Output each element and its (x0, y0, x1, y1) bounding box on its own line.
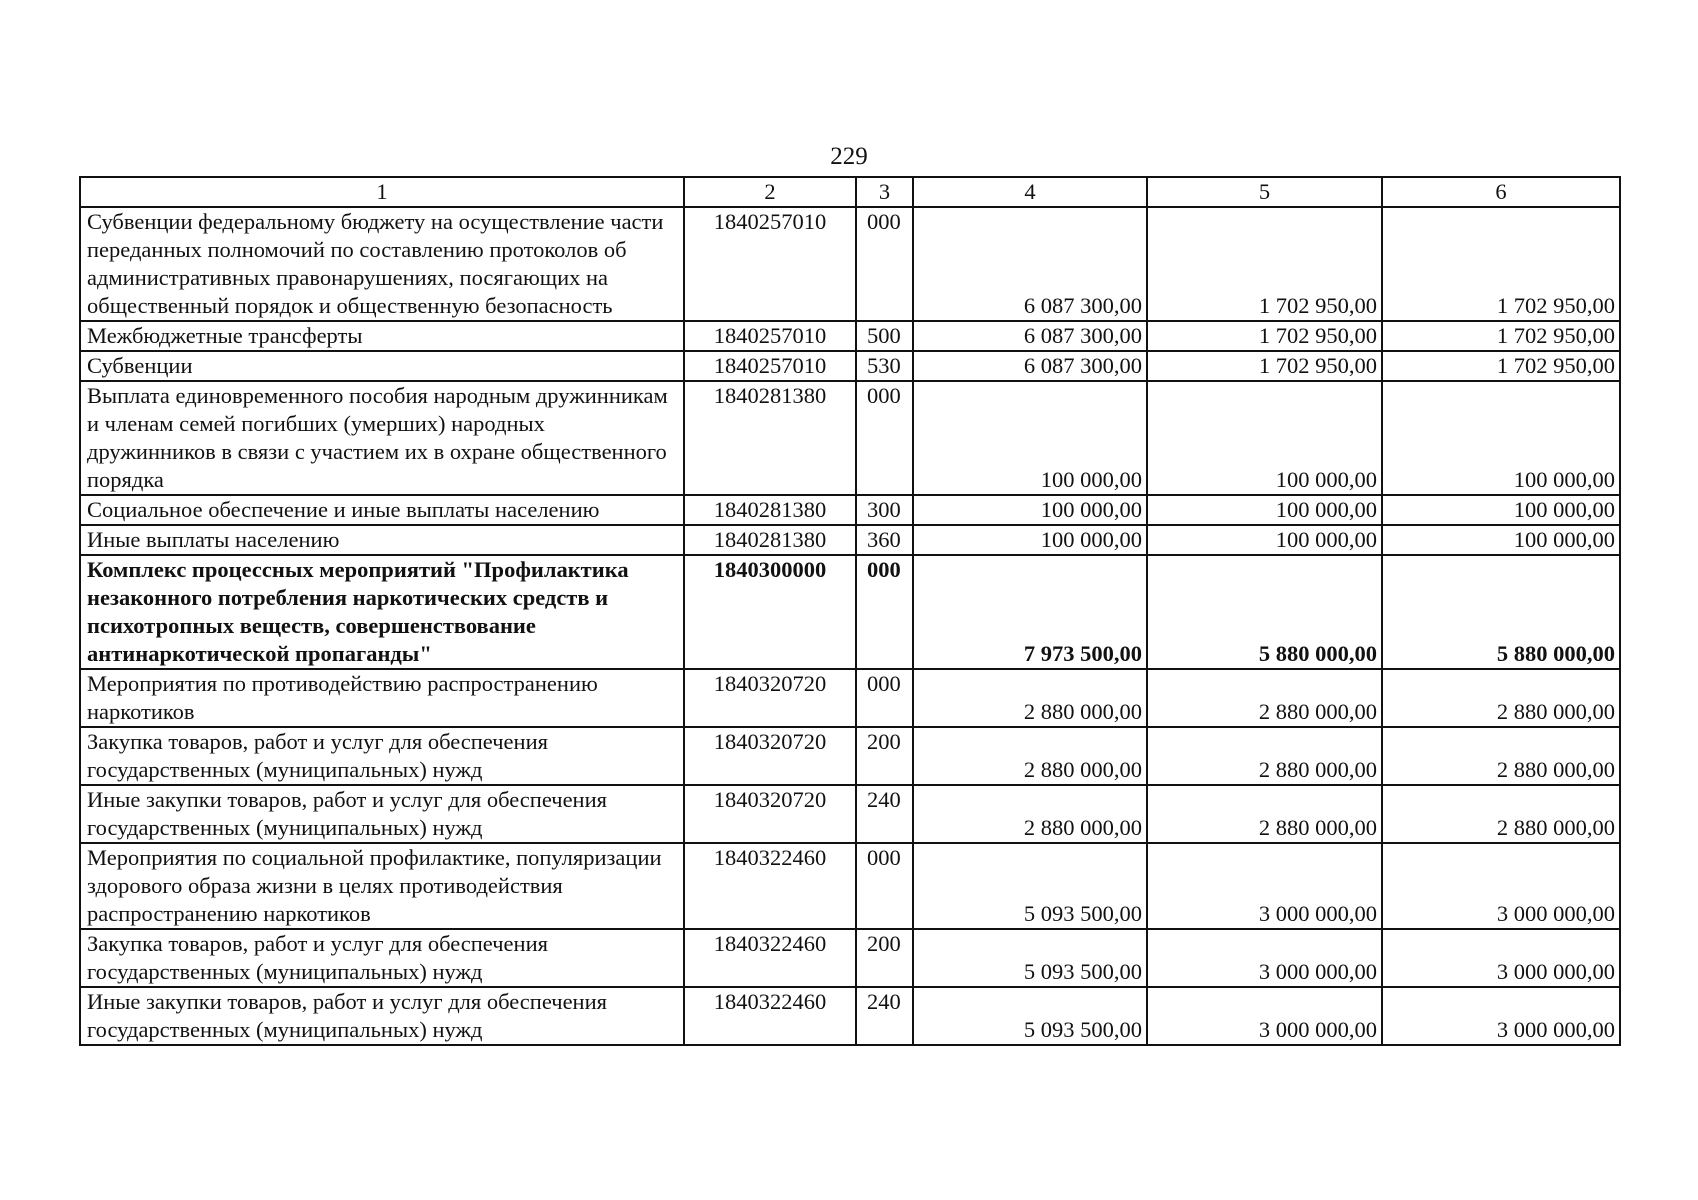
item-name-cell: Социальное обеспечение и иные выплаты населению (80, 495, 684, 525)
table-row (80, 525, 1620, 555)
item-name-cell: Мероприятия по противодействию распространению наркотиков (80, 669, 684, 727)
amount-col6-cell: 2 880 000,00 (1382, 669, 1620, 727)
expense-type-cell: 000 (856, 669, 913, 727)
amount-col5-cell: 2 880 000,00 (1147, 669, 1382, 727)
amount-col4-cell: 100 000,00 (913, 381, 1147, 495)
amount-col4-cell: 2 880 000,00 (913, 785, 1147, 843)
expense-type-cell: 500 (856, 321, 913, 351)
amount-col6-cell: 100 000,00 (1382, 381, 1620, 495)
amount-col6-cell: 2 880 000,00 (1382, 785, 1620, 843)
amount-col5-cell: 1 702 950,00 (1147, 321, 1382, 351)
table-row (80, 843, 1620, 929)
expense-type-cell: 530 (856, 351, 913, 381)
target-code-cell: 1840322460 (684, 929, 856, 987)
amount-col6-cell: 5 880 000,00 (1382, 555, 1620, 669)
amount-col4-cell: 5 093 500,00 (913, 929, 1147, 987)
amount-col6-cell: 1 702 950,00 (1382, 207, 1620, 321)
amount-col6-cell: 100 000,00 (1382, 495, 1620, 525)
item-name-cell: Иные закупки товаров, работ и услуг для обеспечения государственных (муниципальных) нужд (80, 785, 684, 843)
amount-col6-cell: 1 702 950,00 (1382, 321, 1620, 351)
item-name-cell: Комплекс процессных мероприятий "Профилактика незаконного потребления наркотических средств и психотропных веществ, совершенствование антинаркотической пропаганды" (80, 555, 684, 669)
amount-col5-cell: 3 000 000,00 (1147, 987, 1382, 1045)
target-code-cell: 1840320720 (684, 669, 856, 727)
amount-col4-cell: 5 093 500,00 (913, 987, 1147, 1045)
item-name-cell: Субвенции (80, 351, 684, 381)
expense-type-cell: 000 (856, 843, 913, 929)
expense-type-cell: 000 (856, 207, 913, 321)
amount-col5-cell: 3 000 000,00 (1147, 843, 1382, 929)
amount-col4-cell: 6 087 300,00 (913, 207, 1147, 321)
target-code-cell: 1840281380 (684, 381, 856, 495)
amount-col4-cell: 6 087 300,00 (913, 351, 1147, 381)
target-code-cell: 1840322460 (684, 843, 856, 929)
item-name-cell: Субвенции федеральному бюджету на осуществление части переданных полномочий по составлению протоколов об административных правонарушениях, посягающих на общественный порядок и общественную безопасность (80, 207, 684, 321)
table-row (80, 351, 1620, 381)
column-header-4: 4 (913, 177, 1147, 207)
expense-type-cell: 200 (856, 727, 913, 785)
expense-type-cell: 200 (856, 929, 913, 987)
item-name-cell: Закупка товаров, работ и услуг для обеспечения государственных (муниципальных) нужд (80, 929, 684, 987)
table-body (80, 207, 1620, 1045)
target-code-cell: 1840320720 (684, 785, 856, 843)
table-row (80, 785, 1620, 843)
table-row (80, 321, 1620, 351)
column-header-1: 1 (80, 177, 684, 207)
target-code-cell: 1840281380 (684, 495, 856, 525)
amount-col5-cell: 100 000,00 (1147, 495, 1382, 525)
amount-col5-cell: 2 880 000,00 (1147, 785, 1382, 843)
amount-col4-cell: 7 973 500,00 (913, 555, 1147, 669)
table-row (80, 987, 1620, 1045)
table-row (80, 727, 1620, 785)
column-header-3: 3 (856, 177, 913, 207)
amount-col5-cell: 1 702 950,00 (1147, 351, 1382, 381)
expense-type-cell: 000 (856, 381, 913, 495)
item-name-cell: Иные закупки товаров, работ и услуг для обеспечения государственных (муниципальных) нужд (80, 987, 684, 1045)
table-row (80, 381, 1620, 495)
amount-col4-cell: 6 087 300,00 (913, 321, 1147, 351)
amount-col6-cell: 3 000 000,00 (1382, 929, 1620, 987)
table-row (80, 669, 1620, 727)
table-row (80, 495, 1620, 525)
amount-col6-cell: 2 880 000,00 (1382, 727, 1620, 785)
amount-col6-cell: 3 000 000,00 (1382, 843, 1620, 929)
expense-type-cell: 240 (856, 987, 913, 1045)
amount-col4-cell: 2 880 000,00 (913, 727, 1147, 785)
item-name-cell: Межбюджетные трансферты (80, 321, 684, 351)
amount-col4-cell: 2 880 000,00 (913, 669, 1147, 727)
target-code-cell: 1840281380 (684, 525, 856, 555)
amount-col5-cell: 2 880 000,00 (1147, 727, 1382, 785)
page-number: 229 (830, 143, 868, 170)
item-name-cell: Закупка товаров, работ и услуг для обеспечения государственных (муниципальных) нужд (80, 727, 684, 785)
column-header-2: 2 (684, 177, 856, 207)
expense-type-cell: 360 (856, 525, 913, 555)
table-row (80, 555, 1620, 669)
amount-col5-cell: 3 000 000,00 (1147, 929, 1382, 987)
amount-col4-cell: 100 000,00 (913, 525, 1147, 555)
amount-col6-cell: 100 000,00 (1382, 525, 1620, 555)
target-code-cell: 1840257010 (684, 207, 856, 321)
amount-col6-cell: 3 000 000,00 (1382, 987, 1620, 1045)
expense-type-cell: 000 (856, 555, 913, 669)
budget-table (79, 176, 1621, 1046)
column-header-6: 6 (1382, 177, 1620, 207)
amount-col5-cell: 1 702 950,00 (1147, 207, 1382, 321)
target-code-cell: 1840257010 (684, 351, 856, 381)
amount-col4-cell: 5 093 500,00 (913, 843, 1147, 929)
amount-col4-cell: 100 000,00 (913, 495, 1147, 525)
header-row (80, 177, 1620, 207)
amount-col5-cell: 5 880 000,00 (1147, 555, 1382, 669)
amount-col6-cell: 1 702 950,00 (1382, 351, 1620, 381)
column-header-5: 5 (1147, 177, 1382, 207)
target-code-cell: 1840322460 (684, 987, 856, 1045)
table-row (80, 929, 1620, 987)
item-name-cell: Иные выплаты населению (80, 525, 684, 555)
expense-type-cell: 240 (856, 785, 913, 843)
amount-col5-cell: 100 000,00 (1147, 381, 1382, 495)
item-name-cell: Мероприятия по социальной профилактике, популяризации здорового образа жизни в целях противодействия распространению наркотиков (80, 843, 684, 929)
target-code-cell: 1840320720 (684, 727, 856, 785)
expense-type-cell: 300 (856, 495, 913, 525)
table-row (80, 207, 1620, 321)
target-code-cell: 1840300000 (684, 555, 856, 669)
amount-col5-cell: 100 000,00 (1147, 525, 1382, 555)
item-name-cell: Выплата единовременного пособия народным дружинникам и членам семей погибших (умерших) народных дружинников в связи с участием их в охране общественного порядка (80, 381, 684, 495)
target-code-cell: 1840257010 (684, 321, 856, 351)
